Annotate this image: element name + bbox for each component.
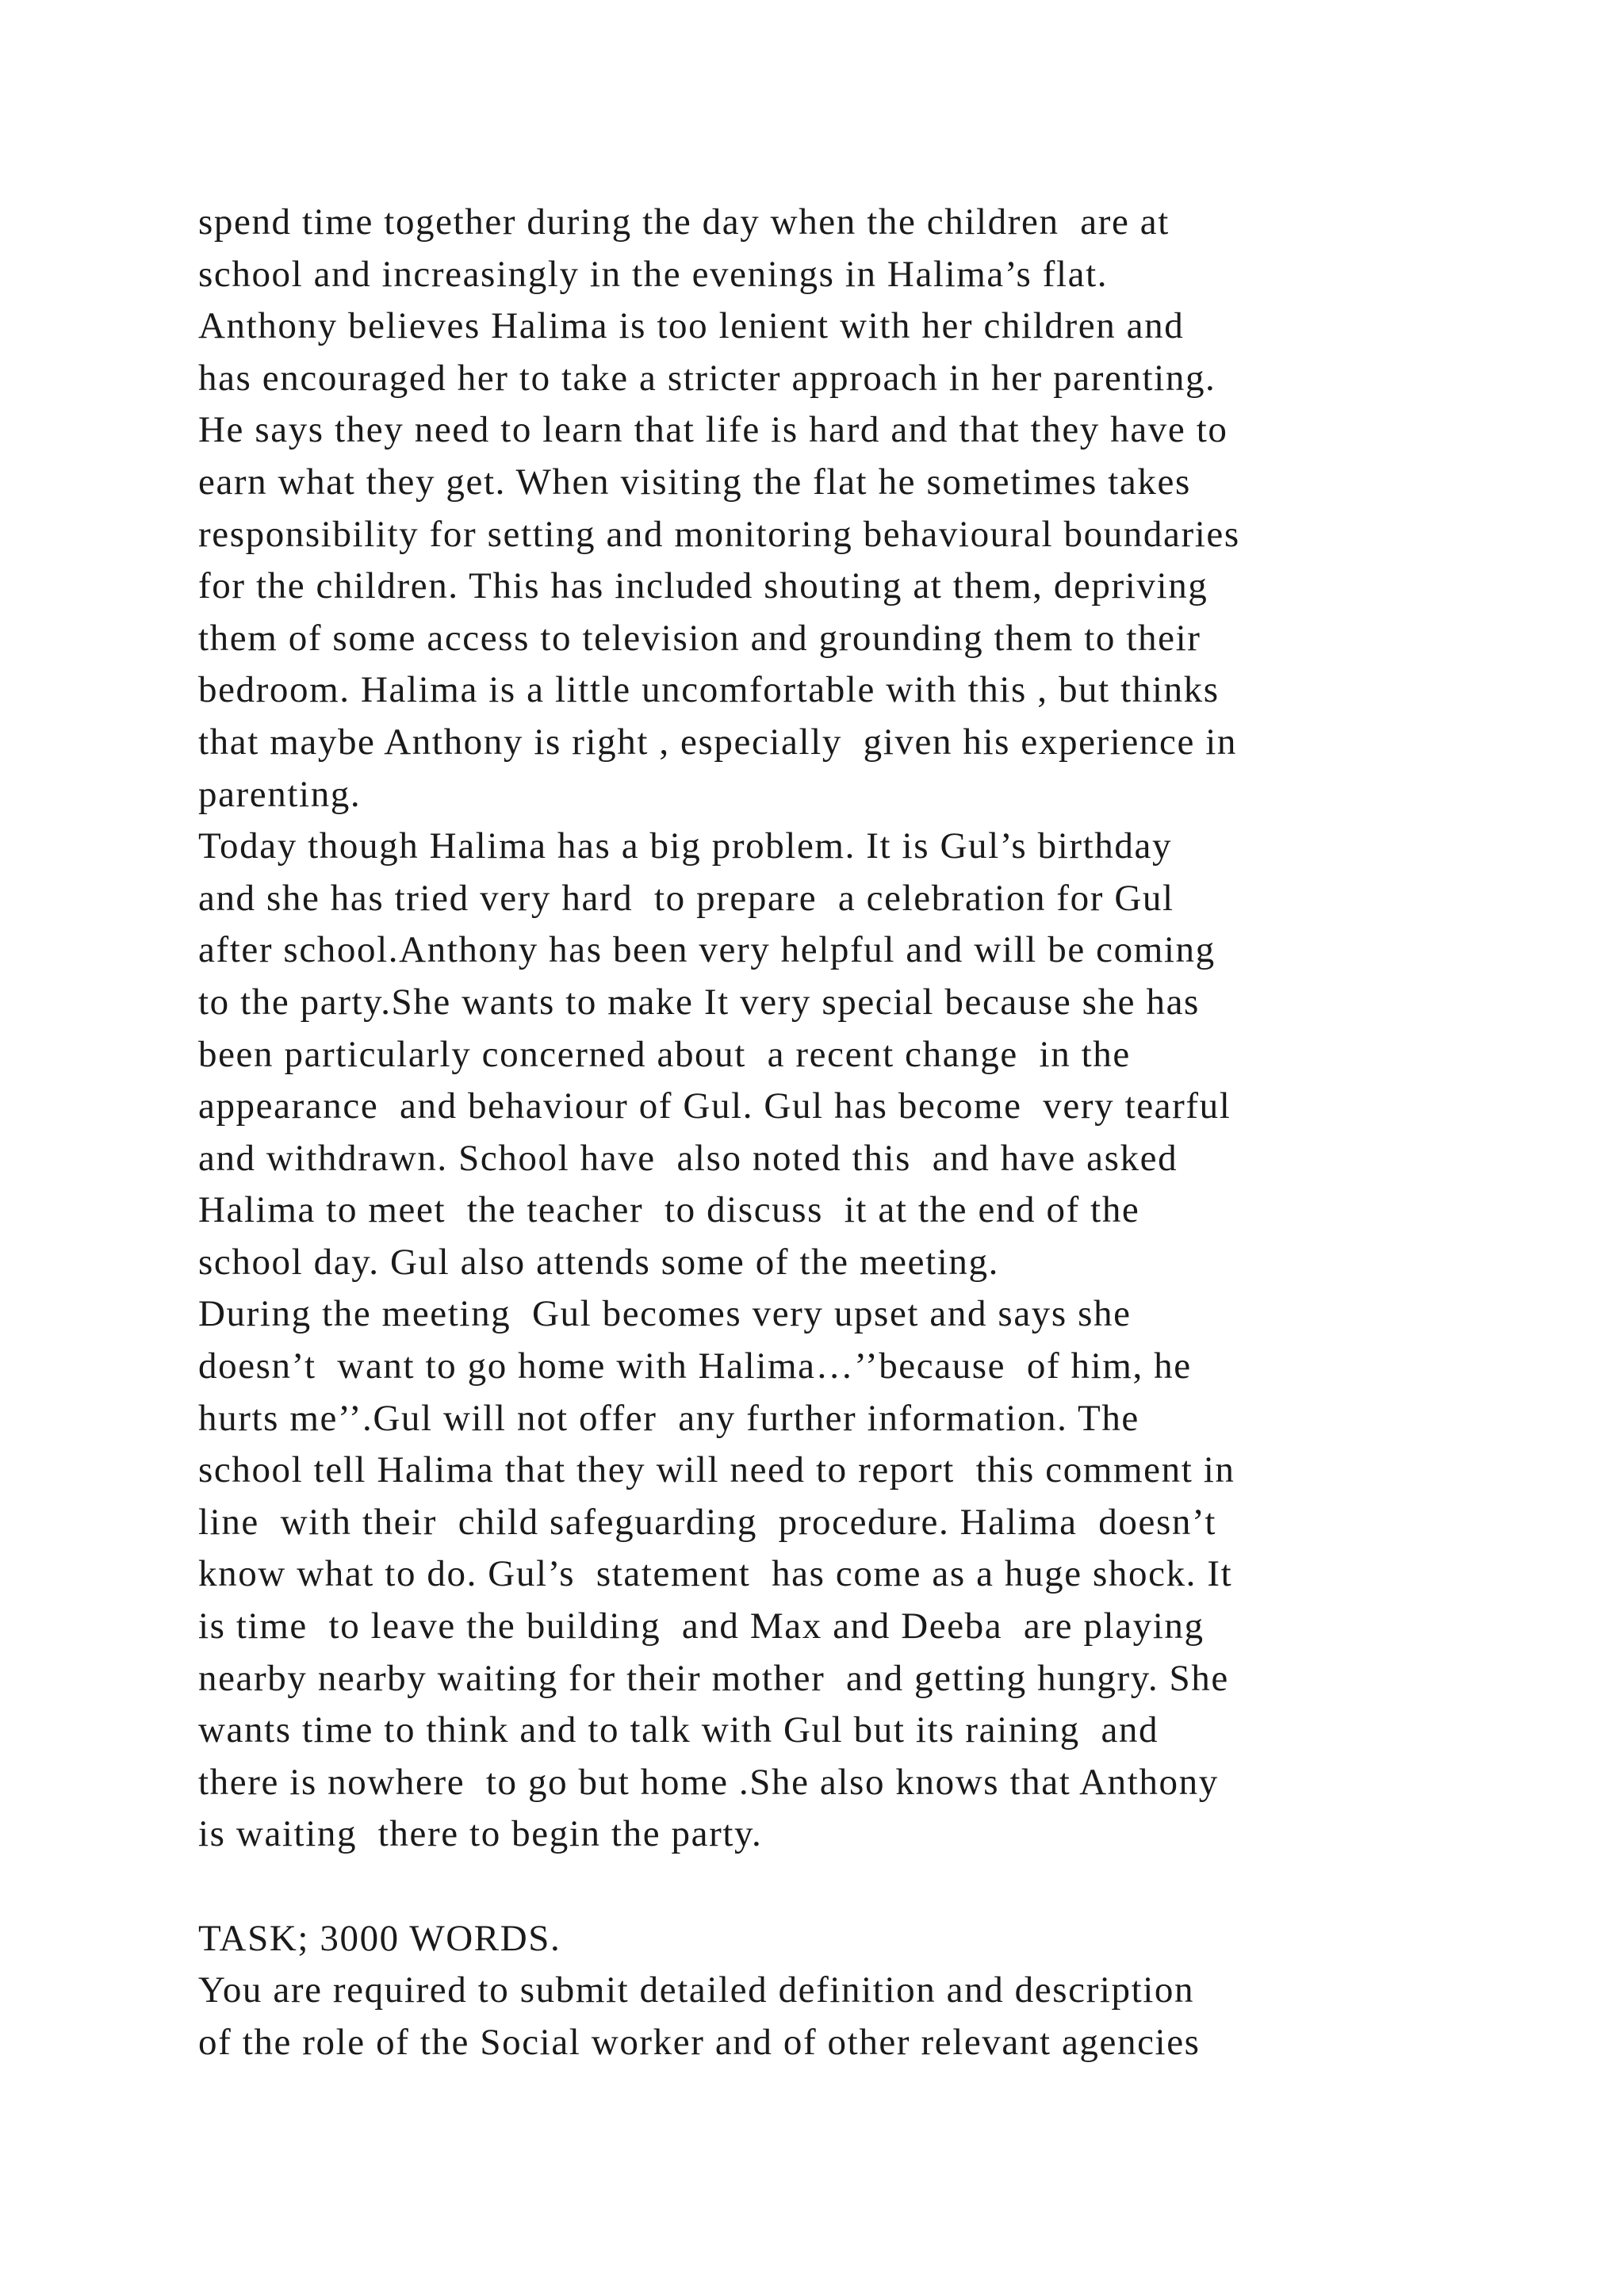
text-line: Anthony believes Halima is too lenient with her children and	[198, 305, 1185, 347]
text-line: is time to leave the building and Max and Deeba are playing	[198, 1605, 1205, 1647]
text-line: and she has tried very hard to prepare a celebration for Gul	[198, 877, 1174, 919]
text-line: line with their child safeguarding procedure. Halima doesn’t	[198, 1501, 1217, 1543]
text-line: spend time together during the day when the children are at	[198, 201, 1170, 243]
text-line: nearby nearby waiting for their mother and getting hungry. She	[198, 1657, 1229, 1699]
body-text	[198, 197, 1499, 2068]
text-line: bedroom. Halima is a little uncomfortable with this , but thinks	[198, 669, 1220, 711]
text-line: of the role of the Social worker and of other relevant agencies	[198, 2021, 1201, 2063]
text-line: to the party.She wants to make It very special because she has	[198, 981, 1200, 1023]
text-line: school tell Halima that they will need to report this comment in	[198, 1449, 1235, 1491]
text-line: has encouraged her to take a stricter approach in her parenting.	[198, 357, 1216, 399]
blank-line	[198, 1861, 1499, 1913]
text-line: You are required to submit detailed definition and description	[198, 1969, 1195, 2011]
text-line: appearance and behaviour of Gul. Gul has become very tearful	[198, 1085, 1231, 1127]
text-line: them of some access to television and grounding them to their	[198, 617, 1201, 659]
text-line: responsibility for setting and monitoring behavioural boundaries	[198, 513, 1240, 555]
text-line: school day. Gul also attends some of the meeting.	[198, 1241, 999, 1283]
text-line: During the meeting Gul becomes very upset and says she	[198, 1293, 1132, 1335]
text-line: wants time to think and to talk with Gul but its raining and	[198, 1709, 1159, 1751]
text-line: parenting.	[198, 773, 362, 815]
text-line: hurts me’’.Gul will not offer any further information. The	[198, 1397, 1139, 1439]
text-line: doesn’t want to go home with Halima…’’because of him, he	[198, 1345, 1192, 1387]
text-line: school and increasingly in the evenings in Halima’s flat.	[198, 253, 1109, 295]
text-line: Halima to meet the teacher to discuss it at the end of the	[198, 1189, 1140, 1231]
text-line: for the children. This has included shouting at them, depriving	[198, 565, 1208, 607]
text-line: is waiting there to begin the party.	[198, 1813, 763, 1855]
text-line: know what to do. Gul’s statement has come as a huge shock. It	[198, 1553, 1233, 1595]
text-line: after school.Anthony has been very helpful and will be coming	[198, 929, 1216, 971]
text-line: He says they need to learn that life is hard and that they have to	[198, 409, 1228, 451]
text-line: there is nowhere to go but home .She also knows that Anthony	[198, 1761, 1219, 1803]
text-line: TASK; 3000 WORDS.	[198, 1917, 561, 1959]
text-line: that maybe Anthony is right , especially given his experience in	[198, 721, 1238, 763]
text-line: and withdrawn. School have also noted this and have asked	[198, 1137, 1178, 1179]
text-line: earn what they get. When visiting the flat he sometimes takes	[198, 461, 1191, 503]
text-line: been particularly concerned about a recent change in the	[198, 1033, 1131, 1075]
text-line: Today though Halima has a big problem. It is Gul’s birthday	[198, 825, 1173, 867]
